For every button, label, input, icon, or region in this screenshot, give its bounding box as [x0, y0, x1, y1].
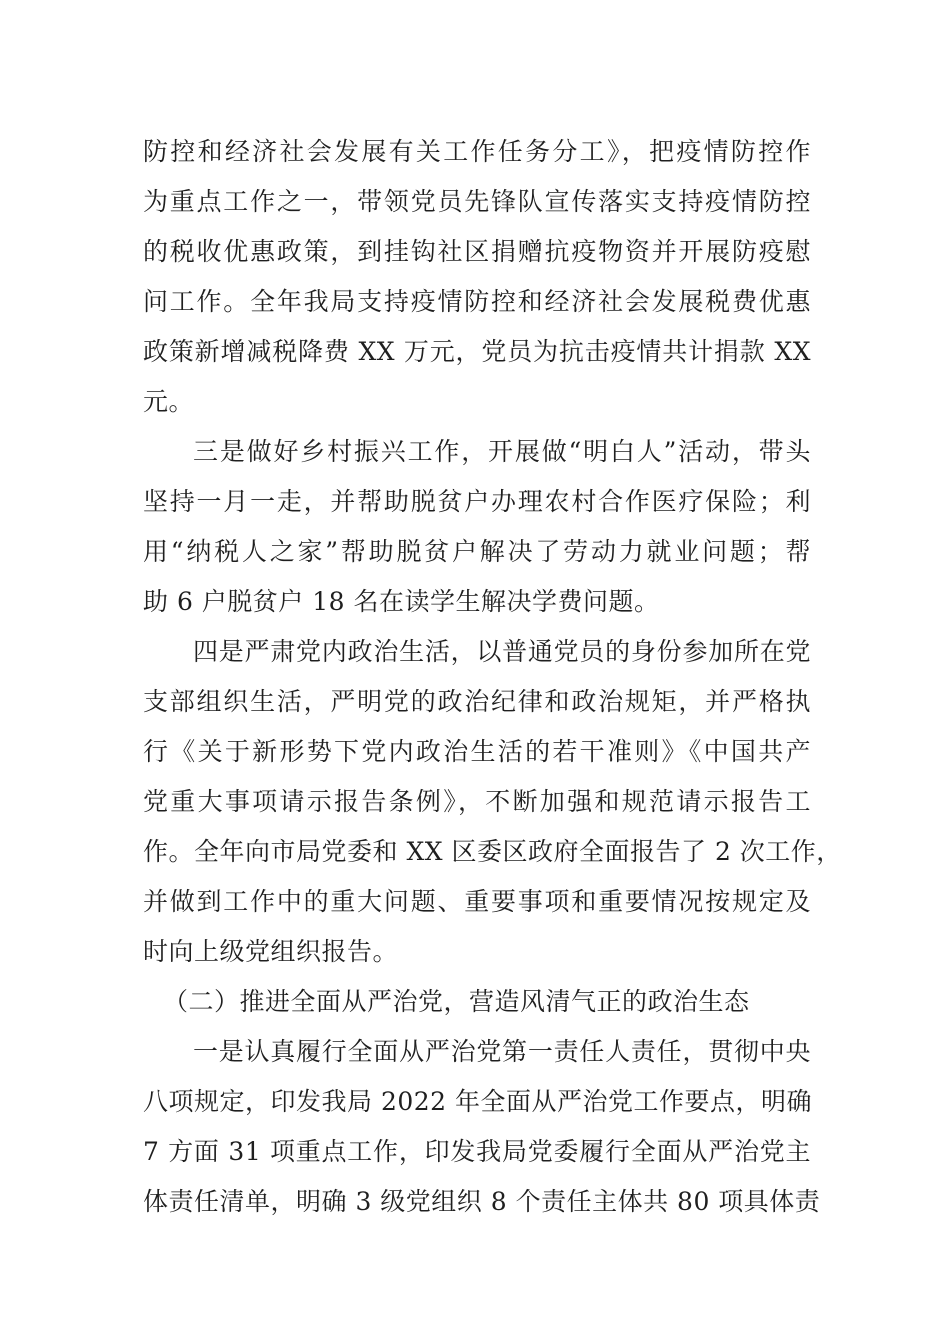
text-line: 时向上级党组织报告。	[143, 937, 399, 966]
text-line: 的税收优惠政策，到挂钩社区捐赠抗疫物资并开展防疫慰	[143, 237, 811, 266]
text-line: 政策新增减税降费 XX 万元，党员为抗击疫情共计捐款 XX	[143, 337, 811, 366]
text-line: 三是做好乡村振兴工作，开展做“明白人”活动，带头	[193, 437, 811, 466]
text-line: 四是严肃党内政治生活，以普通党员的身份参加所在党	[193, 637, 811, 666]
text-line: 7 方面 31 项重点工作，印发我局党委履行全面从严治党主	[143, 1137, 811, 1166]
text-line: 支部组织生活，严明党的政治纪律和政治规矩，并严格执	[143, 687, 811, 716]
text-line: 体责任清单，明确 3 级党组织 8 个责任主体共 80 项具体责	[143, 1187, 821, 1216]
text-line: 助 6 户脱贫户 18 名在读学生解决学费问题。	[143, 587, 660, 616]
text-line: 并做到工作中的重大问题、重要事项和重要情况按规定及	[143, 887, 811, 916]
paragraph-responsibility	[143, 1027, 821, 1227]
paragraph-rural-revitalization	[143, 427, 811, 627]
section-heading-text: （二）推进全面从严治党，营造风清气正的政治生态	[163, 987, 750, 1016]
text-line: 党重大事项请示报告条例》，不断加强和规范请示报告工	[143, 787, 811, 816]
document-body	[143, 127, 842, 1227]
text-line: 一是认真履行全面从严治党第一责任人责任，贯彻中央	[193, 1037, 811, 1066]
text-line: 用“纳税人之家”帮助脱贫户解决了劳动力就业问题；帮	[143, 537, 811, 566]
paragraph-continuation	[143, 127, 811, 427]
text-line: 作。全年向市局党委和 XX 区委区政府全面报告了 2 次工作，	[143, 837, 842, 866]
text-line: 元。	[143, 387, 195, 416]
section-heading	[143, 977, 811, 1027]
text-line: 坚持一月一走，并帮助脱贫户办理农村合作医疗保险；利	[143, 487, 811, 516]
text-line: 行《关于新形势下党内政治生活的若干准则》《中国共产	[143, 737, 811, 766]
text-line: 八项规定，印发我局 2022 年全面从严治党工作要点，明确	[143, 1087, 813, 1116]
text-line: 问工作。全年我局支持疫情防控和经济社会发展税费优惠	[143, 287, 811, 316]
paragraph-party-political-life	[143, 627, 842, 977]
text-line: 防控和经济社会发展有关工作任务分工》，把疫情防控作	[143, 137, 811, 166]
text-line: 为重点工作之一，带领党员先锋队宣传落实支持疫情防控	[143, 187, 811, 216]
